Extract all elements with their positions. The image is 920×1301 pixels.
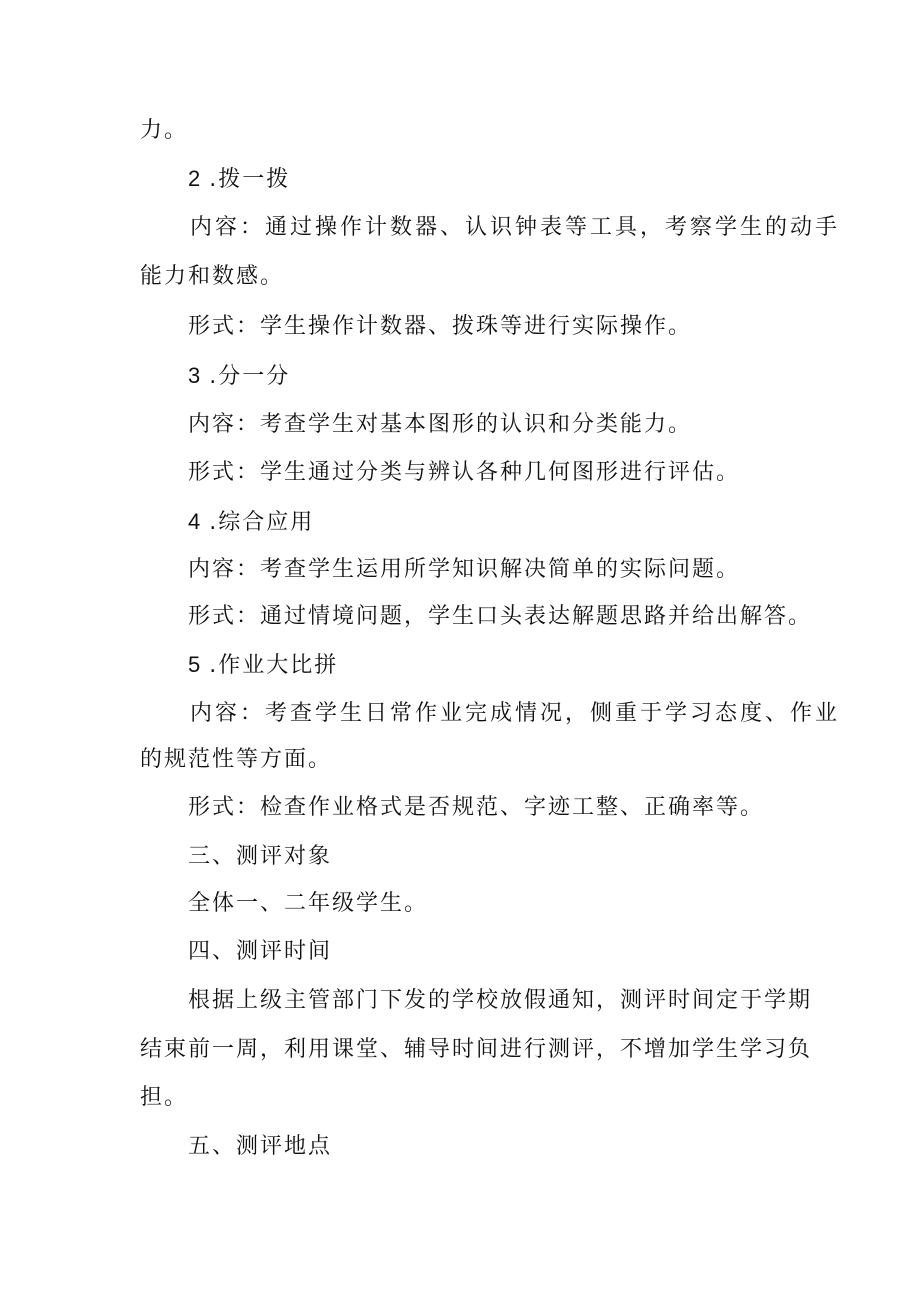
item-2-number: 2 (188, 166, 201, 191)
section-4-heading: 四、测评时间 (188, 939, 333, 964)
item-4-form: 形式：通过情境问题，学生口头表达解题思路并给出解答。 (188, 604, 813, 629)
item-3-number: 3 (188, 363, 201, 388)
section-5-heading: 五、测评地点 (188, 1134, 333, 1159)
item-2-content-line1: 内容：通过操作计数器、认识钟表等工具，考察学生的动手 (190, 215, 841, 240)
continuation-text: 力。 (140, 118, 189, 143)
item-3-title: .分一分 (209, 364, 291, 389)
item-4-number: 4 (188, 509, 201, 534)
section-3-heading: 三、测评对象 (188, 844, 333, 869)
item-3-form: 形式：学生通过分类与辨认各种几何图形进行评估。 (188, 460, 741, 485)
item-2-content-line2: 能力和数感。 (140, 264, 285, 289)
section-3-body: 全体一、二年级学生。 (188, 891, 429, 916)
item-4-heading (188, 507, 314, 538)
item-2-title: .拨一拨 (209, 167, 291, 192)
item-5-number: 5 (188, 652, 201, 677)
item-3-heading (188, 361, 290, 392)
item-3-content: 内容：考查学生对基本图形的认识和分类能力。 (188, 412, 693, 437)
item-5-content-line2: 的规范性等方面。 (140, 747, 333, 772)
item-5-form: 形式：检查作业格式是否规范、字迹工整、正确率等。 (188, 795, 765, 820)
item-2-heading (188, 164, 290, 195)
section-4-body-line3: 担。 (140, 1085, 189, 1110)
section-4-body-line1: 根据上级主管部门下发的学校放假通知，测评时间定于学期 (188, 988, 813, 1013)
section-4-body-line2: 结束前一周，利用课堂、辅导时间进行测评，不增加学生学习负 (140, 1037, 813, 1062)
item-4-content: 内容：考查学生运用所学知识解决简单的实际问题。 (188, 557, 741, 582)
item-4-title: .综合应用 (209, 510, 315, 535)
item-2-form: 形式：学生操作计数器、拨珠等进行实际操作。 (188, 314, 693, 339)
item-5-content-line1: 内容：考查学生日常作业完成情况，侧重于学习态度、作业 (190, 701, 841, 726)
item-5-title: .作业大比拼 (209, 653, 339, 678)
item-5-heading (188, 650, 338, 681)
